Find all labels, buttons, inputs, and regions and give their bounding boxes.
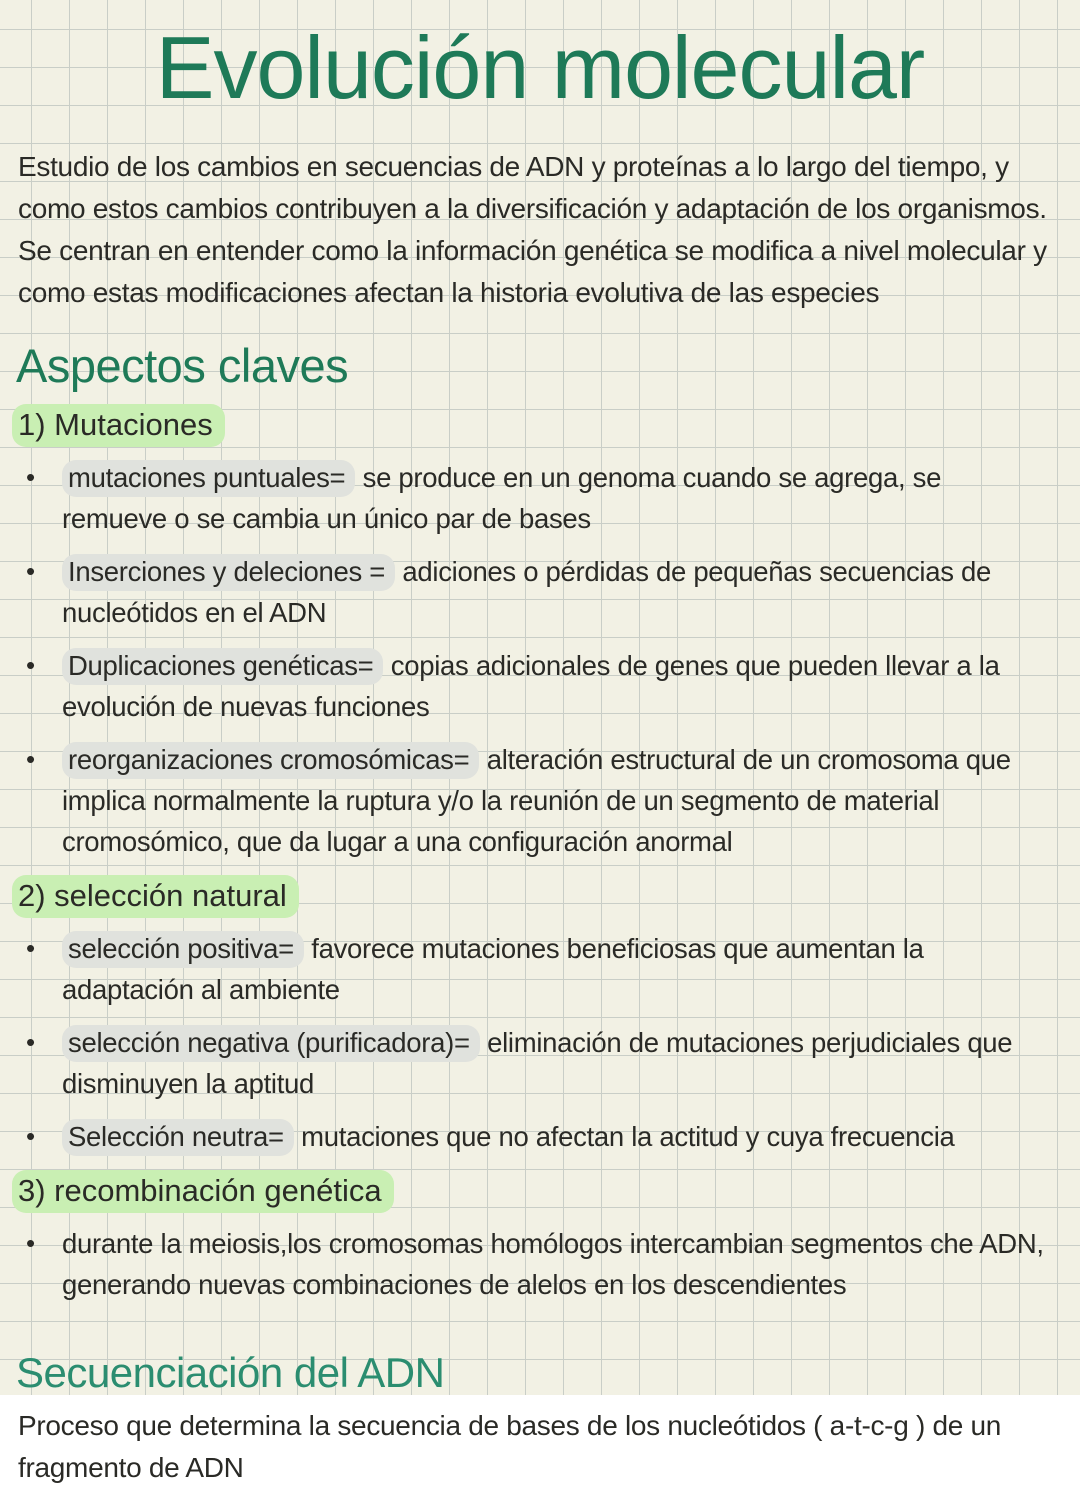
bullet-dot-icon: • [26,462,35,493]
term-highlight: selección positiva= [62,931,304,968]
bullet-dot-icon: • [26,650,35,681]
term-highlight: mutaciones puntuales= [62,460,355,497]
group-label [12,876,1080,916]
list-item [0,1116,1050,1157]
list-item [0,1022,1050,1104]
bullet-dot-icon: • [26,933,35,964]
green-highlight: 1) Mutaciones [12,404,225,447]
page-title: Evolución molecular [155,18,925,117]
item-definition: eliminación de mutaciones perjudiciales que disminuyen la aptitud [62,1027,1013,1100]
item-definition: adiciones o pérdidas de pequeñas secuencias de nucleótidos en el ADN [62,556,991,629]
bullet-dot-icon: • [26,1027,35,1058]
group-label [12,405,1080,445]
key-aspects-groups [0,405,1080,1305]
term-highlight: selección negativa (purificadora)= [62,1025,480,1062]
bullet-dot-icon: • [26,744,35,775]
list-item [0,551,1050,633]
term-highlight: Inserciones y deleciones = [62,554,395,591]
item-definition: favorece mutaciones beneficiosas que aumentan la adaptación al ambiente [62,933,924,1006]
green-highlight: 2) selección natural [12,875,299,918]
item-definition: se produce en un genoma cuando se agrega, se remueve o se cambia un único par de bases [62,462,942,535]
green-highlight: 3) recombinación genética [12,1170,394,1213]
list-item [0,739,1050,862]
item-definition: mutaciones que no afectan la actitud y cuya frecuencia [301,1121,955,1153]
sequencing-paragraph: Proceso que determina la secuencia de bases de los nucleótidos ( a-t-c-g ) de un fragmento de ADN [18,1410,1002,1484]
aspect-group [0,876,1080,1157]
item-definition: durante la meiosis,los cromosomas homólogos intercambian segmentos che ADN, generando nuevas combinaciones de alelos en los descendientes [62,1228,1044,1301]
list-item [0,1223,1050,1305]
term-highlight: Duplicaciones genéticas= [62,648,383,685]
term-highlight: reorganizaciones cromosómicas= [62,742,479,779]
list-item [0,645,1050,727]
aspect-group [0,1171,1080,1305]
group-label [12,1171,1080,1211]
aspect-item-list [0,928,1080,1157]
item-definition: alteración estructural de un cromosoma que implica normalmente la ruptura y/o la reunión de un segmento de material cromosómico, que da lugar a una configuración anormal [62,744,1011,858]
aspect-item-list [0,457,1080,862]
section-heading-secuenciacion-adn: Secuenciación del ADN [16,1349,445,1397]
term-highlight: Selección neutra= [62,1119,294,1156]
aspect-group [0,405,1080,862]
aspect-item-list [0,1223,1080,1305]
list-item [0,457,1050,539]
item-definition: copias adicionales de genes que pueden llevar a la evolución de nuevas funciones [62,650,1000,723]
intro-paragraph: Estudio de los cambios en secuencias de ADN y proteínas a lo largo del tiempo, y como estos cambios contribuyen a la diversificación y adaptación de los organismos. Se centran en entender como la información genética se modifica a nivel molecular y como estas modificaciones afectan la historia evolutiva de las especies [18,150,1047,308]
list-item [0,928,1050,1010]
bullet-dot-icon: • [26,1228,35,1259]
section-heading-aspectos-claves: Aspectos claves [16,338,349,392]
bullet-dot-icon: • [26,556,35,587]
bullet-dot-icon: • [26,1121,35,1152]
